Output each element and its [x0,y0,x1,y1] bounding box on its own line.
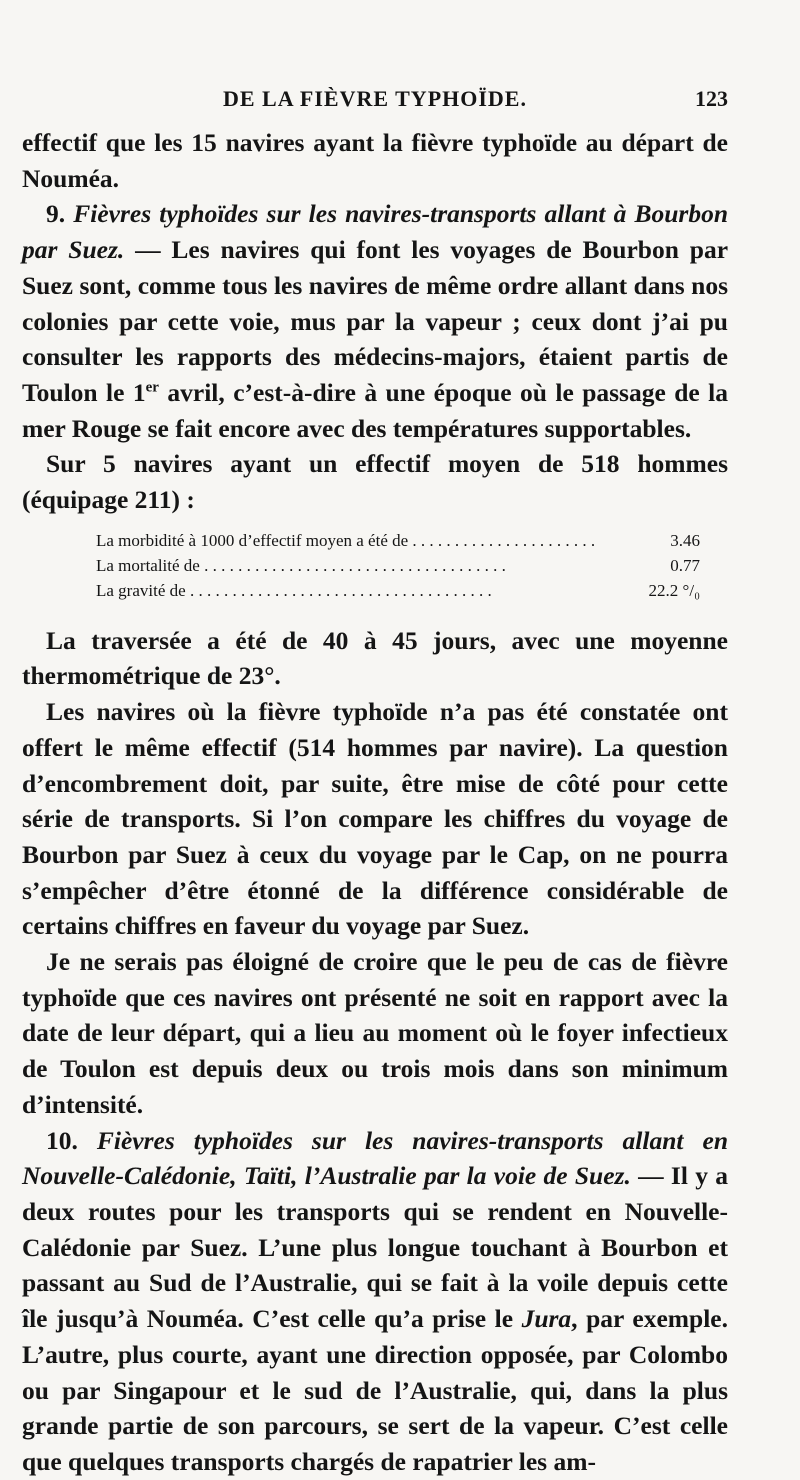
section-10-paragraph [22,1123,728,1480]
statistics-table [96,528,700,603]
row-value: 3.46 [670,530,700,550]
paragraph-sur-5-navires: Sur 5 navires ayant un effectif moyen de 518 hommes (équipage 211) : [22,449,728,515]
ship-name: Jura [521,1304,572,1334]
row-value: 22.2 °/₀ [648,580,700,600]
section-10-text-b: , par exemple. L’autre, plus courte, ayant une direction opposée, par Colombo ou par Singapour et le sud de l’Australie, qui, dans la plus grande partie de son parcours, se sert de la vapeur. C’est celle que quelques transports chargés de rapatrier les am- [22,1304,728,1476]
row-value: 0.77 [670,555,700,575]
page-number: 123 [695,86,728,111]
paragraph-continuation: effectif que les 15 navires ayant la fièvre typhoïde au départ de Nouméa. [22,128,728,193]
running-head: DE LA FIÈVRE TYPHOÏDE. [223,86,527,111]
section-10-number: 10. [46,1125,78,1155]
row-label: La mortalité de . . . [96,553,600,578]
section-9-paragraph [22,196,728,446]
section-9-number: 9. [46,199,66,229]
page-body [22,125,728,1480]
superscript-er: er [145,379,159,396]
row-label: La gravité de . . . [96,578,600,603]
row-label: La morbidité à 1000 d’effectif moyen a été de . . . [96,528,600,553]
section-10-text-a: — Il y a deux routes pour les transports qui se rendent en Nouvelle-Calédonie par Suez. L’une plus longue touchant à Bourbon et passant au Sud de l’Australie, qui se fait à la voile depuis cette île jusqu’à Nouméa. C’est celle qu’a prise le [22,1161,728,1334]
page-header [22,86,728,116]
table-row [96,553,700,578]
paragraph-traversee: La traversée a été de 40 à 45 jours, avec une moyenne thermométrique de 23°. [22,625,728,691]
paragraph-navires: Les navires où la fièvre typhoïde n’a pas été constatée ont offert le même effectif (514 hommes par navire). La question d’encombrement doit, par suite, être mise de côté pour cette série de transports. Si l’on compare les chiffres du voyage de Bourbon par Suez à ceux du voyage par le Cap, on ne pourra s’empêcher d’être étonné de la différence considérable de certains chiffres en faveur du voyage par Suez. [22,697,728,941]
section-9-title: Fièvres typhoïdes sur les navires-transports allant à Bourbon par Suez. [22,199,729,265]
section-9-text-a: — Les navires qui font les voyages de Bourbon par Suez sont, comme tous les navires de même ordre allant dans nos colonies par cette voie, mus par la vapeur ; ceux dont j’ai pu consulter les rapports des médecins-majors, étaient partis de Toulon le 1 [22,235,729,407]
table-row [96,528,700,553]
paragraph-je-ne-serais: Je ne serais pas éloigné de croire que le peu de cas de fièvre typhoïde que ces navires ont présenté ne soit en rapport avec la date de leur départ, qui a lieu au moment où le foyer infectieux de Toulon est depuis deux ou trois mois dans son minimum d’intensité. [22,947,728,1119]
section-9-text-b: avril, c’est-à-dire à une époque où le passage de la mer Rouge se fait encore avec des températures supportables. [22,377,728,443]
table-row [96,578,700,603]
section-10-title: Fièvres typhoïdes sur les navires-transports allant en Nouvelle-Calédonie, Taïti, l’Australie par la voie de Suez. [22,1125,728,1191]
